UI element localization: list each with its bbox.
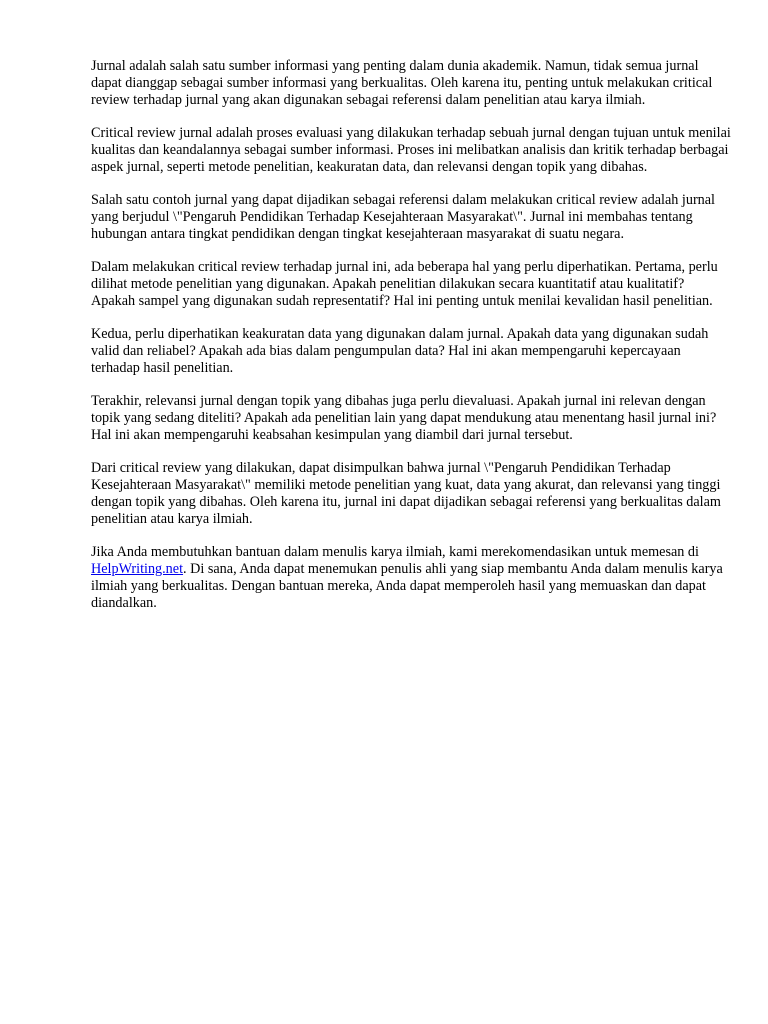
paragraph-4: Dalam melakukan critical review terhadap jurnal ini, ada beberapa hal yang perlu diperhatikan. Pertama, perlu dilihat metode penelitian yang digunakan. Apakah penelitian dilakukan secara kuantitatif atau kualitatif? Apakah sampel yang digunakan sudah representatif? Hal ini penting untuk menilai kevalidan hasil penelitian. [91,259,718,309]
paragraph-8 [91,544,731,612]
paragraph-8-before-link: Jika Anda membutuhkan bantuan dalam menulis karya ilmiah, kami merekomendasikan untuk memesan di [91,544,699,560]
paragraph-6: Terakhir, relevansi jurnal dengan topik yang dibahas juga perlu dievaluasi. Apakah jurnal ini relevan dengan topik yang sedang diteliti? Apakah ada penelitian lain yang dapat mendukung atau menentang hasil jurnal ini? Hal ini akan mempengaruhi keabsahan kesimpulan yang diambil dari jurnal tersebut. [91,393,717,443]
paragraph-5: Kedua, perlu diperhatikan keakuratan data yang digunakan dalam jurnal. Apakah data yang digunakan sudah valid dan reliabel? Apakah ada bias dalam pengumpulan data? Hal ini akan mempengaruhi kepercayaan terhadap hasil penelitian. [91,326,709,376]
helpwriting-link[interactable]: HelpWriting.net [91,561,184,577]
document-body [91,58,731,628]
paragraph-2: Critical review jurnal adalah proses evaluasi yang dilakukan terhadap sebuah jurnal dengan tujuan untuk menilai kualitas dan keandalannya sebagai sumber informasi. Proses ini melibatkan analisis dan kritik terhadap berbagai aspek jurnal, seperti metode penelitian, keakuratan data, dan relevansi dengan topik yang dibahas. [91,125,731,175]
paragraph-7: Dari critical review yang dilakukan, dapat disimpulkan bahwa jurnal \"Pengaruh Pendidikan Terhadap Kesejahteraan Masyarakat\" memiliki metode penelitian yang kuat, data yang akurat, dan relevansi yang tinggi dengan topik yang dibahas. Oleh karena itu, jurnal ini dapat dijadikan sebagai referensi yang berkualitas dalam penelitian atau karya ilmiah. [91,460,721,527]
paragraph-8-after-link: . Di sana, Anda dapat menemukan penulis ahli yang siap membantu Anda dalam menulis karya ilmiah yang berkualitas. Dengan bantuan mereka, Anda dapat memperoleh hasil yang memuaskan dan dapat diandalkan. [91,561,723,611]
paragraph-3: Salah satu contoh jurnal yang dapat dijadikan sebagai referensi dalam melakukan critical review adalah jurnal yang berjudul \"Pengaruh Pendidikan Terhadap Kesejahteraan Masyarakat\". Jurnal ini membahas tentang hubungan antara tingkat pendidikan dengan tingkat kesejahteraan masyarakat di suatu negara. [91,192,716,242]
paragraph-1: Jurnal adalah salah satu sumber informasi yang penting dalam dunia akademik. Namun, tidak semua jurnal dapat dianggap sebagai sumber informasi yang berkualitas. Oleh karena itu, penting untuk melakukan critical review terhadap jurnal yang akan digunakan sebagai referensi dalam penelitian atau karya ilmiah. [91,58,713,108]
